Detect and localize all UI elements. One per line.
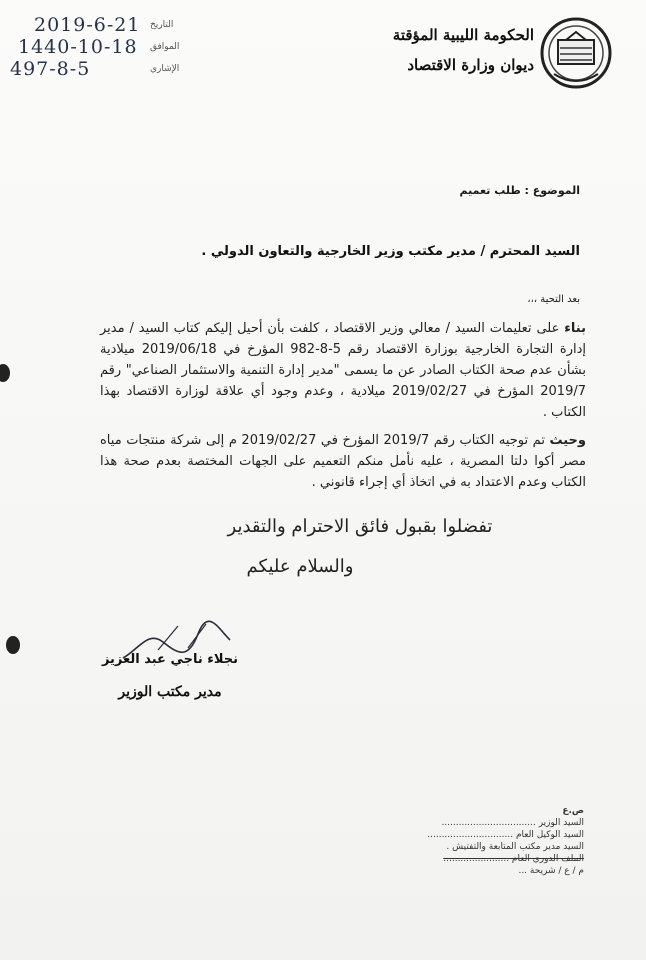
- ministry-title: ديوان وزارة الاقتصاد: [407, 56, 534, 74]
- paragraph-lead: بناء: [564, 321, 586, 336]
- signatory-name: نجلاء ناجي عبد العزيز: [101, 652, 239, 667]
- paragraph-lead: وحيث: [549, 433, 587, 448]
- greeting: بعد التحية ،،،: [527, 294, 580, 305]
- addressee-line: السيد المحترم / مدير مكتب وزير الخارجية والتعاون الدولي .: [201, 244, 580, 259]
- signatory-title: مدير مكتب الوزير: [118, 684, 222, 700]
- ref-number: 497-8-5: [10, 58, 91, 80]
- government-emblem-icon: [538, 10, 614, 96]
- body-paragraph-1: [100, 318, 586, 423]
- paragraph-text: تم توجيه الكتاب رقم 2019/7 المؤرخ في 2019/02/27 م إلى شركة منتجات مياه مصر أكوا دلتا المصرية ، عليه نأمل منكم التعميم على الجهات المختصة بعدم صحة هذا الكتاب وعدم الاعتداد به في اتخاذ أي إجراء قانوني .: [100, 433, 586, 490]
- cc-item: السيد الوزير .................................: [441, 818, 584, 828]
- closing-line-1: تفضلوا بقبول فائق الاحترام والتقدير: [227, 516, 493, 537]
- cc-label: ص.ع: [562, 806, 584, 816]
- subject-label: الموضوع :: [524, 184, 580, 197]
- cc-list: [372, 806, 584, 878]
- subject-line: [40, 184, 580, 197]
- ref-date: 2019-6-21: [34, 14, 141, 36]
- ref-hijri: 1440-10-18: [18, 36, 138, 58]
- body-paragraph-2: [100, 430, 586, 493]
- government-title: الحكومة الليبية المؤقتة: [392, 26, 534, 44]
- cc-item: السيد مدير مكتب المتابعة والتفتيش .: [446, 842, 584, 852]
- ref-label-number: الإشاري: [150, 64, 180, 74]
- closing-line-2: والسلام عليكم: [246, 556, 354, 577]
- cc-item: م / ع / شريحة ...: [518, 866, 584, 876]
- paragraph-text: على تعليمات السيد / معالي وزير الاقتصاد ، كلفت بأن أحيل إليكم كتاب السيد / مدير إدارة التجارة الخارجية بوزارة الاقتصاد رقم 5-8-982 المؤرخ في 2019/06/18 ميلادية بشأن عدم صحة الكتاب الصادر عن ما يسمى "مدير إدارة التنمية والاستثمار الصناعي" رقم 2019/7 المؤرخ في 2019/02/27 ميلادية ، وعدم وجود أي علاقة لوزارة الاقتصاد بهذا الكتاب .: [100, 321, 587, 420]
- ref-label-date: التاريخ: [150, 20, 174, 30]
- punch-hole: [6, 636, 20, 654]
- punch-hole: [0, 364, 10, 382]
- ref-label-hijri: الموافق: [150, 42, 180, 52]
- subject-value: طلب تعميم: [459, 184, 521, 197]
- cc-item: السيد الوكيل العام ..............................: [427, 830, 584, 840]
- cc-item: الملف الدوري العام .......................: [443, 854, 584, 864]
